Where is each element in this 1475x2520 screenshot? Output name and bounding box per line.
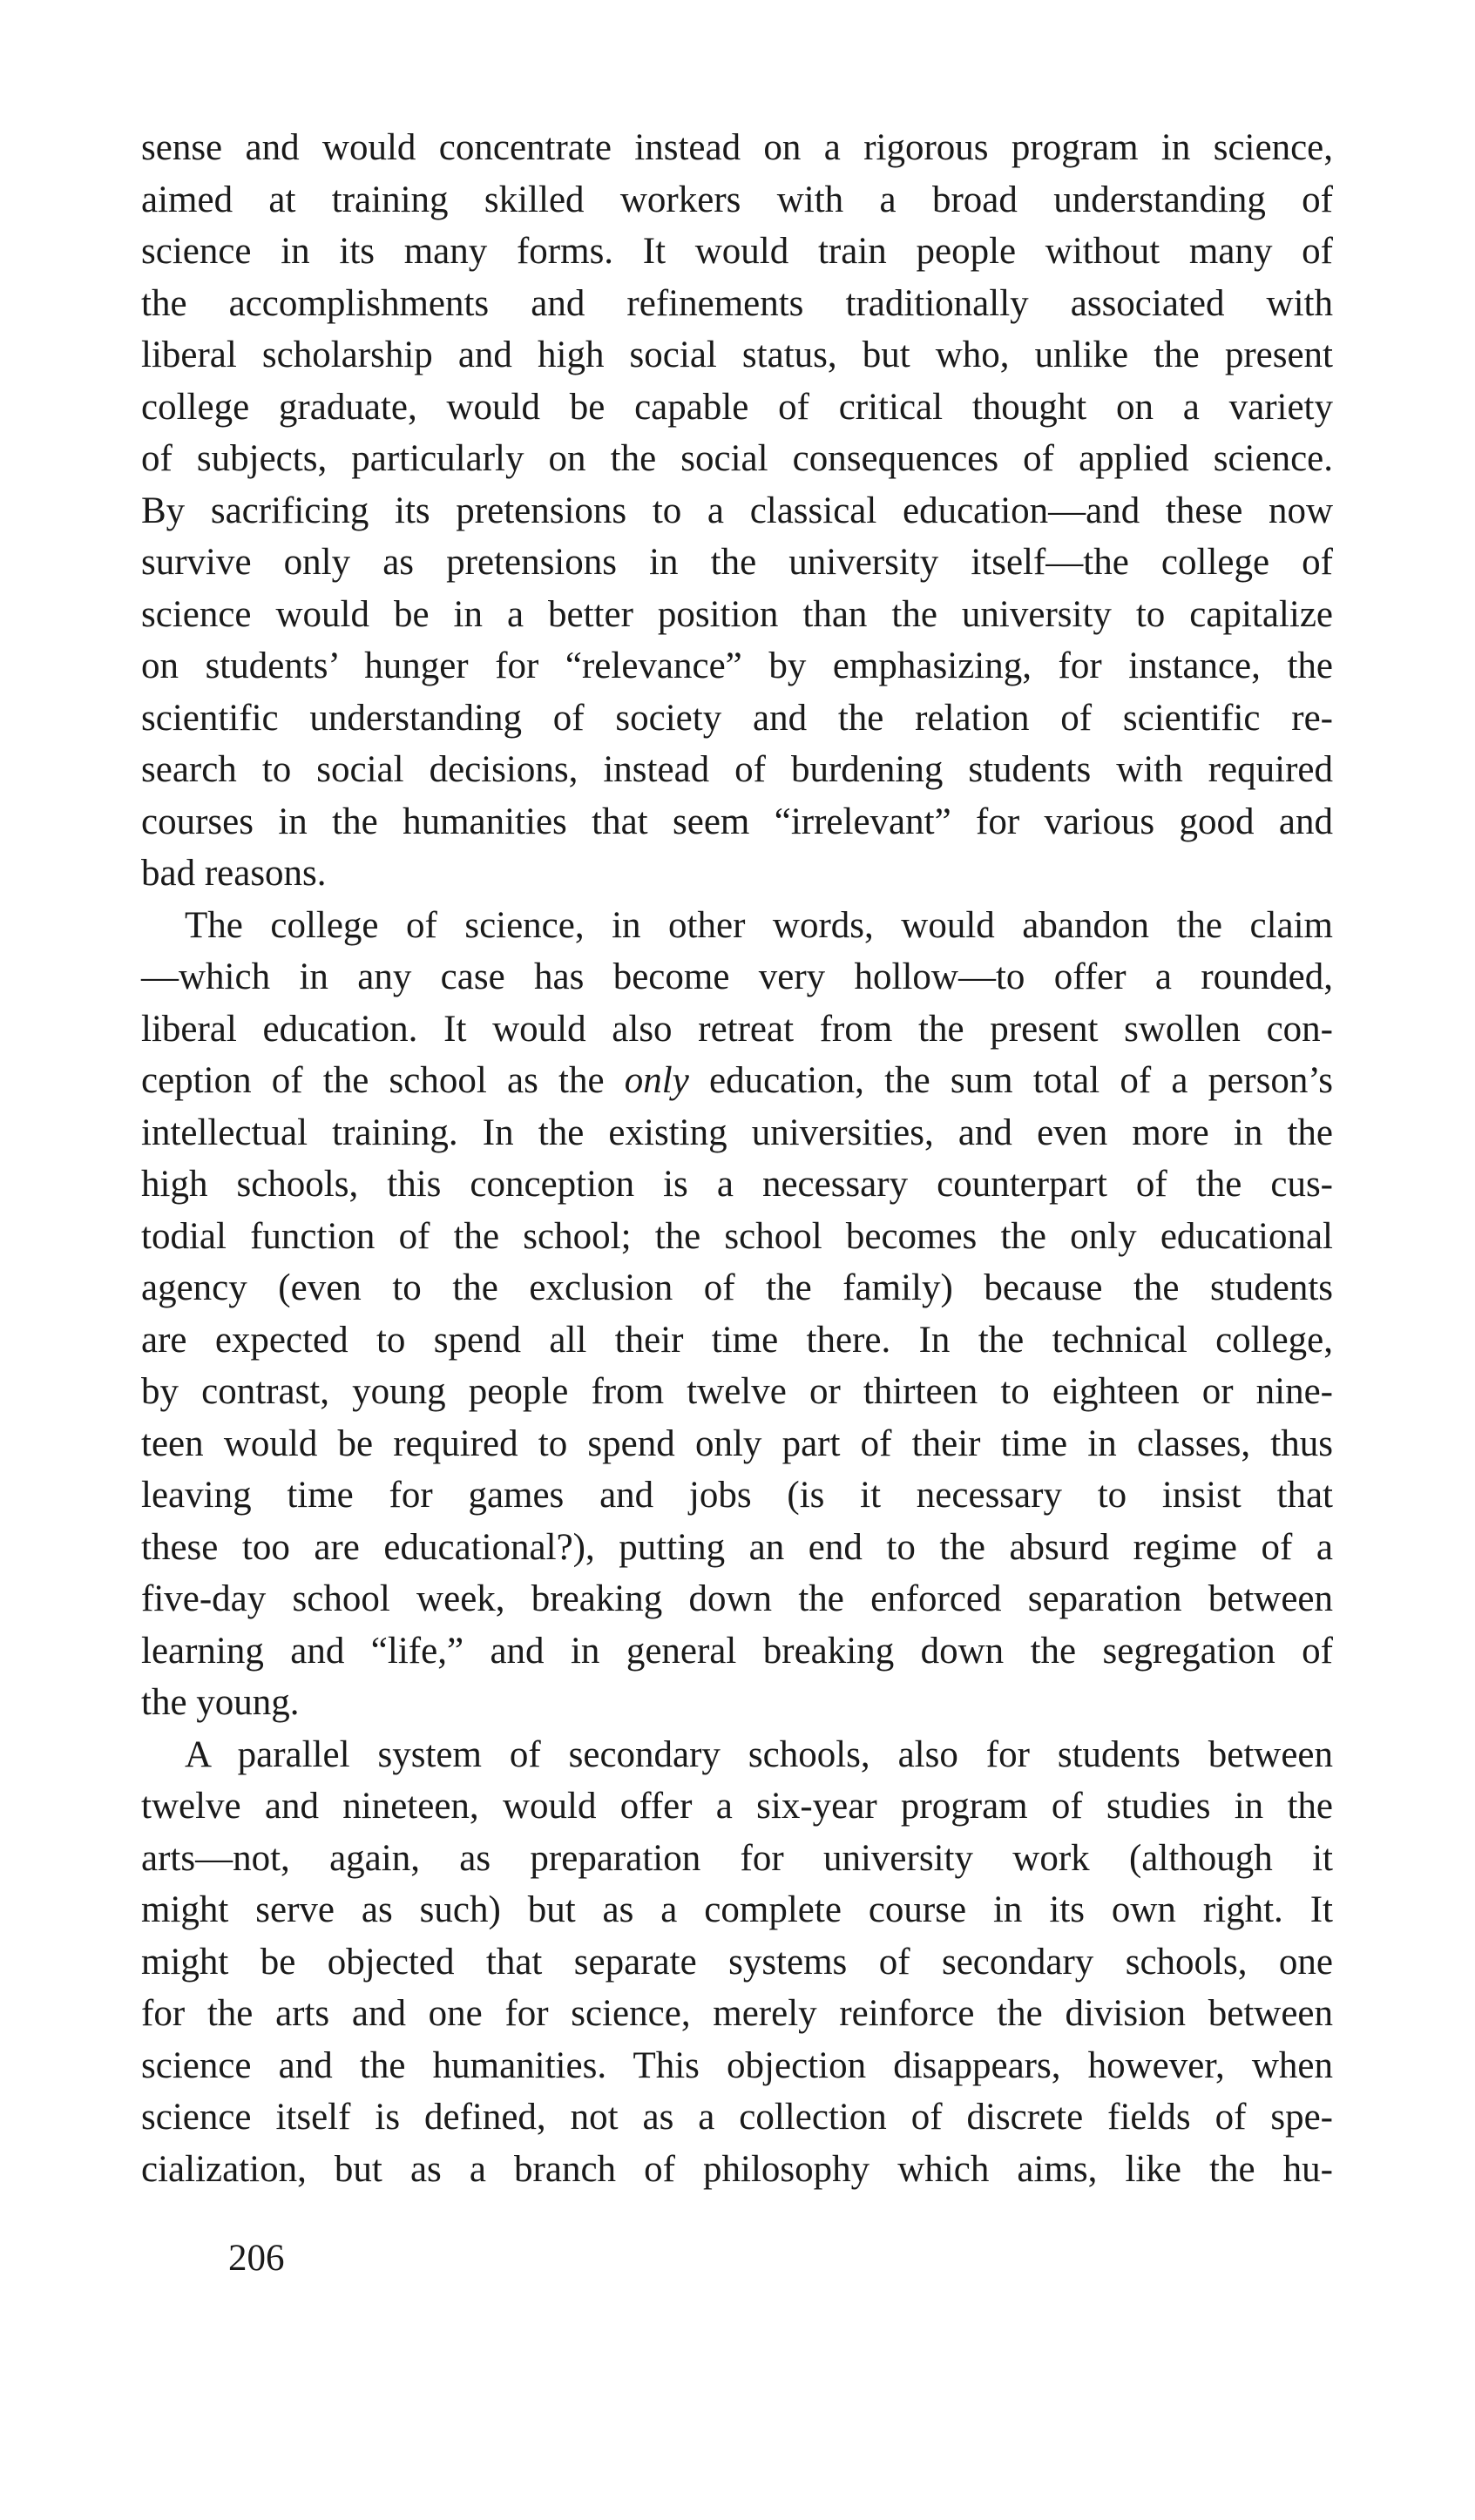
- text-line: liberal education. It would also retreat from the present swollen con-: [141, 1008, 1333, 1050]
- text-line: science itself is defined, not as a collection of discrete fields of spe-: [141, 2097, 1333, 2138]
- text-line: of subjects, particularly on the social consequences of applied science.: [141, 438, 1333, 479]
- text-line: might be objected that separate systems of secondary schools, one: [141, 1941, 1333, 1983]
- text-line: the young.: [141, 1682, 300, 1723]
- text-line: ception of the school as the only education, the sum total of a person’s: [141, 1060, 1333, 1101]
- paragraph: [141, 1729, 1333, 2196]
- text-line: college graduate, would be capable of critical thought on a variety: [141, 386, 1333, 428]
- text-line: liberal scholarship and high social status, but who, unlike the present: [141, 334, 1333, 375]
- text-line: the accomplishments and refinements traditionally associated with: [141, 282, 1333, 324]
- paragraph: [141, 122, 1333, 900]
- text-line: science would be in a better position than the university to capitalize: [141, 593, 1333, 635]
- text-line: five-day school week, breaking down the enforced separation between: [141, 1578, 1333, 1619]
- text-line: search to social decisions, instead of burdening students with required: [141, 749, 1333, 790]
- text-line: survive only as pretensions in the university itself—the college of: [141, 542, 1333, 583]
- text-line: might serve as such) but as a complete course in its own right. It: [141, 1889, 1333, 1930]
- text-line: arts—not, again, as preparation for university work (although it: [141, 1837, 1333, 1879]
- text-line: agency (even to the exclusion of the family) because the students: [141, 1267, 1333, 1308]
- text-line: learning and “life,” and in general breaking down the segregation of: [141, 1630, 1333, 1672]
- text-line: science and the humanities. This objection disappears, however, when: [141, 2044, 1333, 2086]
- text-line: A parallel system of secondary schools, also for students between: [185, 1733, 1333, 1775]
- text-line: —which in any case has become very hollow—to offer a rounded,: [141, 956, 1333, 997]
- text-line: aimed at training skilled workers with a broad understanding of: [141, 179, 1333, 220]
- text-line: sense and would concentrate instead on a rigorous program in science,: [141, 127, 1333, 168]
- text-line: bad reasons.: [141, 853, 327, 894]
- text-line: twelve and nineteen, would offer a six-year program of studies in the: [141, 1786, 1333, 1827]
- body-text: [141, 122, 1333, 2195]
- text-line: these too are educational?), putting an end to the absurd regime of a: [141, 1526, 1333, 1568]
- text-line: By sacrificing its pretensions to a classical education—and these now: [141, 490, 1333, 531]
- text-line: teen would be required to spend only part of their time in classes, thus: [141, 1422, 1333, 1464]
- paragraph: [141, 900, 1333, 1729]
- text-line: high schools, this conception is a necessary counterpart of the cus-: [141, 1164, 1333, 1205]
- text-line: are expected to spend all their time there. In the technical college,: [141, 1319, 1333, 1361]
- text-line: courses in the humanities that seem “irrelevant” for various good and: [141, 801, 1333, 842]
- text-line: todial function of the school; the school becomes the only educational: [141, 1215, 1333, 1257]
- text-line: by contrast, young people from twelve or thirteen to eighteen or nine-: [141, 1371, 1333, 1412]
- text-line: intellectual training. In the existing universities, and even more in the: [141, 1111, 1333, 1153]
- text-line: science in its many forms. It would train people without many of: [141, 231, 1333, 272]
- text-line: The college of science, in other words, would abandon the claim: [185, 904, 1333, 946]
- text-line: cialization, but as a branch of philosophy which aims, like the hu-: [141, 2148, 1333, 2190]
- page-number: 206: [228, 2238, 285, 2279]
- text-line: on students’ hunger for “relevance” by emphasizing, for instance, the: [141, 645, 1333, 686]
- emphasis: only: [624, 1060, 689, 1101]
- text-line: scientific understanding of society and the relation of scientific re-: [141, 697, 1333, 739]
- text-line: for the arts and one for science, merely reinforce the division between: [141, 1993, 1333, 2034]
- text-line: leaving time for games and jobs (is it necessary to insist that: [141, 1475, 1333, 1516]
